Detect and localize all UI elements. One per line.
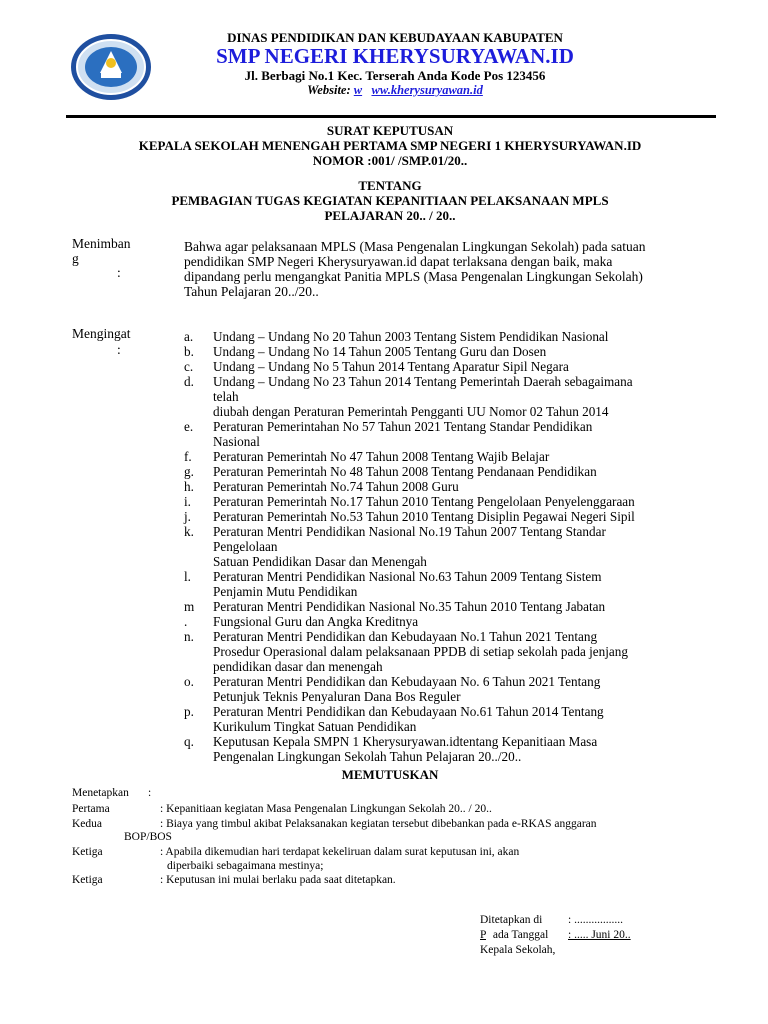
mengingat-item-line: Peraturan Pemerintah No 47 Tahun 2008 Tentang Wajib Belajar <box>213 449 550 464</box>
memutuskan-heading: MEMUTUSKAN <box>341 767 439 782</box>
mengingat-item-marker <box>184 479 213 494</box>
agency-name: DINAS PENDIDIKAN DAN KEBUDAYAAN KABUPATEN <box>227 30 563 45</box>
menimbang-line: Bahwa agar pelaksanaan MPLS (Masa Pengenalan Lingkungan Sekolah) pada satuan <box>184 239 646 254</box>
mengingat-item-text <box>213 509 704 524</box>
mengingat-item-text <box>213 344 704 359</box>
header-divider <box>66 115 716 118</box>
mengingat-item-line: diubah dengan Peraturan Pemerintah Pengganti UU Nomor 02 Tahun 2014 <box>213 404 609 419</box>
website-label: Website: <box>307 83 351 97</box>
mengingat-item-marker <box>184 704 213 734</box>
mengingat-item-text <box>213 479 704 494</box>
mengingat-item-line: Undang – Undang No 23 Tahun 2014 Tentang Pemerintah Daerah sebagaimana <box>213 374 633 389</box>
mengingat-item-text <box>213 599 704 629</box>
mengingat-item <box>184 674 704 704</box>
website-link[interactable]: ww.kherysuryawan.id <box>371 83 483 97</box>
tanggal-initial: P <box>480 929 486 941</box>
mengingat-item-marker <box>184 509 213 524</box>
mengingat-item-line: Keputusan Kepala SMPN 1 Kherysuryawan.idtentang Kepanitiaan Masa <box>213 734 598 749</box>
mengingat-item-text <box>213 569 704 599</box>
mengingat-item <box>184 344 704 359</box>
mengingat-item-line: Satuan Pendidikan Dasar dan Menengah <box>213 554 427 569</box>
mengingat-item-marker <box>184 359 213 374</box>
mengingat-item-text <box>213 464 704 479</box>
mengingat-item-marker <box>184 629 213 674</box>
mengingat-item <box>184 329 704 344</box>
mengingat-item <box>184 599 704 629</box>
mengingat-item-line: Penjamin Mutu Pendidikan <box>213 584 358 599</box>
mengingat-item <box>184 569 704 599</box>
signature-block <box>480 913 720 957</box>
mengingat-item-text <box>213 374 704 419</box>
mengingat-item-marker-text: q. <box>184 734 194 749</box>
mengingat-item-marker-text: c. <box>184 359 194 374</box>
menimbang-line: pendidikan SMP Negeri Kherysuryawan.id dapat terlaksana dengan baik, maka <box>184 254 613 269</box>
mengingat-item <box>184 464 704 479</box>
mengingat-item-line: Fungsional Guru dan Angka Kreditnya <box>213 614 419 629</box>
mengingat-item-marker-text: i. <box>184 494 191 509</box>
pertama-text: : Kepanitiaan kegiatan Masa Pengenalan Lingkungan Sekolah 20.. / 20.. <box>160 803 492 815</box>
mengingat-item-line: Pengelolaan <box>213 539 278 554</box>
mengingat-item-marker <box>184 344 213 359</box>
kedua-text-cont: BOP/BOS <box>124 831 172 843</box>
mengingat-item-marker <box>184 599 213 629</box>
mengingat-item-text <box>213 704 704 734</box>
ditetapkan-label: Ditetapkan di <box>480 914 543 926</box>
mengingat-item <box>184 359 704 374</box>
doc-year: PELAJARAN 20.. / 20.. <box>324 208 456 223</box>
mengingat-item-marker-text: e. <box>184 419 194 434</box>
mengingat-item-line: Kurikulum Tingkat Satuan Pendidikan <box>213 719 417 734</box>
mengingat-list <box>184 329 704 764</box>
school-address: Jl. Berbagi No.1 Kec. Terserah Anda Kode Pos 123456 <box>244 68 546 83</box>
mengingat-item-marker <box>184 449 213 464</box>
menimbang-text <box>184 239 724 299</box>
mengingat-item <box>184 524 704 569</box>
mengingat-item-text <box>213 494 704 509</box>
mengingat-item-marker <box>184 494 213 509</box>
mengingat-item-line: Undang – Undang No 14 Tahun 2005 Tentang Guru dan Dosen <box>213 344 547 359</box>
mengingat-item-text <box>213 359 704 374</box>
mengingat-item-text <box>213 734 704 764</box>
mengingat-item-line: Prosedur Operasional dalam pelaksanaan PPDB di setiap sekolah pada jenjang <box>213 644 628 659</box>
mengingat-item-marker-text: a. <box>184 329 194 344</box>
mengingat-item-marker <box>184 524 213 569</box>
mengingat-item-line: telah <box>213 389 239 404</box>
ketiga-text-2: : Keputusan ini mulai berlaku pada saat ditetapkan. <box>160 874 396 886</box>
mengingat-item <box>184 494 704 509</box>
website-line <box>160 83 630 98</box>
mengingat-item-text <box>213 674 704 704</box>
mengingat-item-marker-text: f. <box>184 449 192 464</box>
mengingat-item-marker <box>184 374 213 419</box>
mengingat-item-marker <box>184 734 213 764</box>
doc-about: TENTANG <box>358 178 422 193</box>
mengingat-item-line: Peraturan Mentri Pendidikan Nasional No.63 Tahun 2009 Tentang Sistem <box>213 569 602 584</box>
menimbang-label: Menimban <box>72 236 131 251</box>
mengingat-item-marker-text: . <box>184 614 188 629</box>
mengingat-item-marker-text: m <box>184 599 195 614</box>
kedua-label: Kedua <box>72 818 103 830</box>
kepala-sekolah-label: Kepala Sekolah, <box>480 944 556 956</box>
school-name: SMP NEGERI KHERYSURYAWAN.ID <box>216 44 574 68</box>
mengingat-item-line: Nasional <box>213 434 260 449</box>
mengingat-item-line: Undang – Undang No 20 Tahun 2003 Tentang Sistem Pendidikan Nasional <box>213 329 609 344</box>
mengingat-item <box>184 629 704 674</box>
mengingat-item-marker <box>184 464 213 479</box>
mengingat-item-marker-text: h. <box>184 479 194 494</box>
mengingat-item-text <box>213 449 704 464</box>
mengingat-item-line: Peraturan Mentri Pendidikan Nasional No.19 Tahun 2007 Tentang Standar <box>213 524 606 539</box>
tanggal-value: : ..... Juni 20.. <box>568 929 631 941</box>
menetapkan-colon: : <box>148 787 152 799</box>
mengingat-item <box>184 419 704 449</box>
mengingat-item <box>184 704 704 734</box>
mengingat-item-line: Peraturan Mentri Pendidikan dan Kebudayaan No.61 Tahun 2014 Tentang <box>213 704 604 719</box>
mengingat-item-marker <box>184 419 213 449</box>
pertama-label: Pertama <box>72 803 110 815</box>
mengingat-item-line: Peraturan Pemerintahan No 57 Tahun 2021 Tentang Standar Pendidikan <box>213 419 593 434</box>
menimbang-line: Tahun Pelajaran 20../20.. <box>184 284 319 299</box>
mengingat-item-line: pendidikan dasar dan menengah <box>213 659 383 674</box>
doc-subject: PEMBAGIAN TUGAS KEGIATAN KEPANITIAAN PELAKSANAAN MPLS <box>171 193 609 208</box>
mengingat-item-line: Peraturan Pemerintah No.74 Tahun 2008 Guru <box>213 479 459 494</box>
mengingat-item-line: Undang – Undang No 5 Tahun 2014 Tentang Aparatur Sipil Negara <box>213 359 569 374</box>
mengingat-item-marker-text: b. <box>184 344 194 359</box>
mengingat-item-text <box>213 329 704 344</box>
mengingat-item-marker-text: p. <box>184 704 194 719</box>
menimbang-colon: : <box>117 265 121 280</box>
mengingat-colon: : <box>117 342 121 357</box>
mengingat-item-line: Petunjuk Teknis Penyaluran Dana Bos Reguler <box>213 689 461 704</box>
mengingat-label: Mengingat <box>72 326 131 341</box>
ketiga-text-cont: diperbaiki sebagaimana mestinya; <box>167 860 324 872</box>
mengingat-item-line: Peraturan Pemerintah No 48 Tahun 2008 Tentang Pendanaan Pendidikan <box>213 464 597 479</box>
mengingat-item <box>184 509 704 524</box>
tanggal-label: ada Tanggal <box>492 929 549 941</box>
mengingat-item-marker-text: o. <box>184 674 194 689</box>
mengingat-item-line: Peraturan Mentri Pendidikan dan Kebudayaan No.1 Tahun 2021 Tentang <box>213 629 598 644</box>
mengingat-item-marker-text: j. <box>184 509 191 524</box>
menetapkan-label: Menetapkan <box>72 787 129 799</box>
mengingat-item-text <box>213 524 704 569</box>
doc-type: SURAT KEPUTUSAN <box>326 123 454 138</box>
mengingat-item-line: Peraturan Pemerintah No.53 Tahun 2010 Tentang Disiplin Pegawai Negeri Sipil <box>213 509 635 524</box>
mengingat-item-line: Peraturan Mentri Pendidikan dan Kebudayaan No. 6 Tahun 2021 Tentang <box>213 674 601 689</box>
website-w-link[interactable]: w <box>353 83 363 97</box>
mengingat-item-line: Pengenalan Lingkungan Sekolah Tahun Pelajaran 20../20.. <box>213 749 522 764</box>
mengingat-item-text <box>213 419 704 449</box>
mengingat-item-marker-text: g. <box>184 464 194 479</box>
mengingat-item <box>184 734 704 764</box>
mengingat-item-marker-text: l. <box>184 569 191 584</box>
menimbang-label-cont: g <box>72 251 79 266</box>
doc-number: NOMOR :001/ /SMP.01/20.. <box>312 153 468 168</box>
ditetapkan-value: : ................. <box>568 914 623 926</box>
mengingat-item-text <box>213 629 704 674</box>
mengingat-item-marker <box>184 674 213 704</box>
mengingat-item-marker <box>184 329 213 344</box>
mengingat-item <box>184 479 704 494</box>
school-logo <box>70 33 152 101</box>
mengingat-item-marker-text: k. <box>184 524 194 539</box>
mengingat-item-marker-text: d. <box>184 374 194 389</box>
mengingat-item <box>184 374 704 419</box>
kedua-text: : Biaya yang timbul akibat Pelaksanakan kegiatan tersebut dibebankan pada e-RKAS anggaran <box>160 818 597 830</box>
mengingat-item-line: Peraturan Mentri Pendidikan Nasional No.35 Tahun 2010 Tentang Jabatan <box>213 599 606 614</box>
doc-issuer: KEPALA SEKOLAH MENENGAH PERTAMA SMP NEGERI 1 KHERYSURYAWAN.ID <box>138 138 642 153</box>
ketiga-label-2: Ketiga <box>72 874 103 886</box>
ketiga-label: Ketiga <box>72 846 103 858</box>
ketiga-text: : Apabila dikemudian hari terdapat kekeliruan dalam surat keputusan ini, akan <box>160 846 520 858</box>
mengingat-item-line: Peraturan Pemerintah No.17 Tahun 2010 Tentang Pengelolaan Penyelenggaraan <box>213 494 635 509</box>
mengingat-item-marker <box>184 569 213 599</box>
menimbang-line: dipandang perlu mengangkat Panitia MPLS (Masa Pengenalan Lingkungan Sekolah) <box>184 269 643 284</box>
mengingat-item <box>184 449 704 464</box>
mengingat-item-marker-text: n. <box>184 629 194 644</box>
